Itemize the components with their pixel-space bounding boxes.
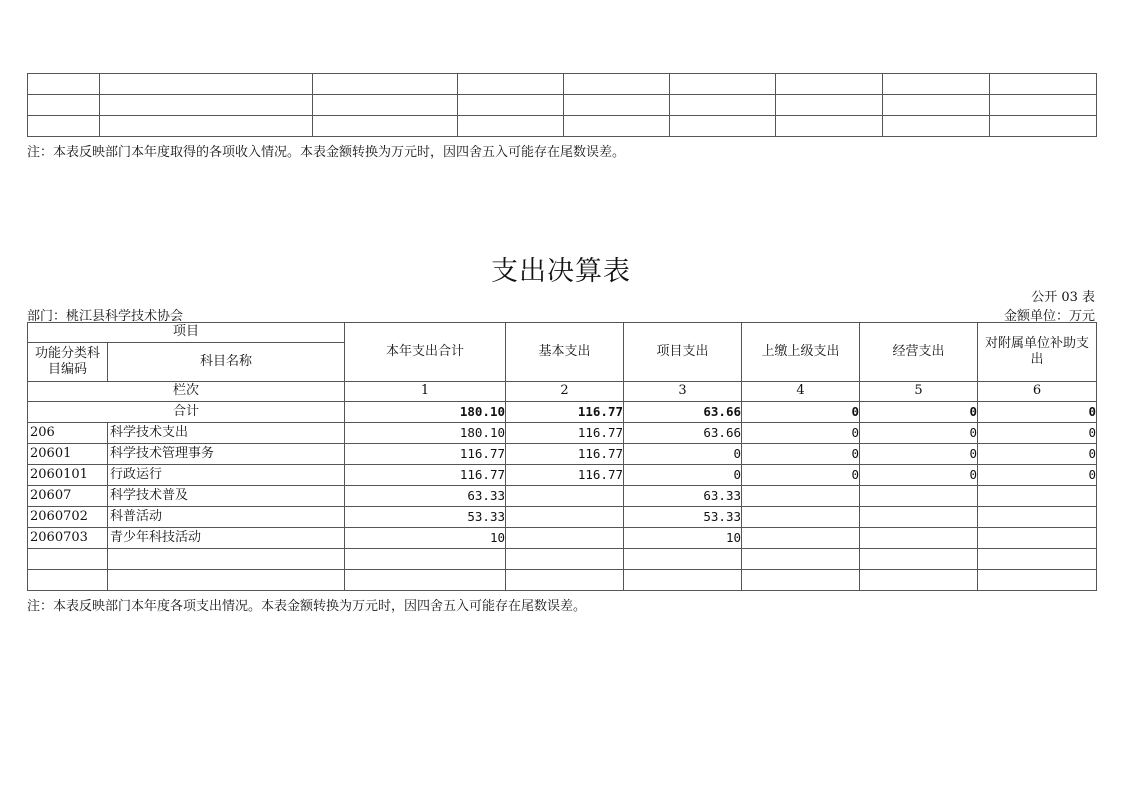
table-row [28, 423, 1097, 444]
previous-table-cell [100, 95, 313, 116]
subject-code: 20607 [28, 486, 108, 507]
header-basic: 基本支出 [506, 323, 624, 382]
total-value: 0 [978, 402, 1097, 423]
amount-cell [978, 570, 1097, 591]
previous-table-cell [313, 116, 458, 137]
amount-cell [860, 549, 978, 570]
amount-cell: 0 [742, 465, 860, 486]
subject-name [108, 570, 345, 591]
amount-cell [506, 549, 624, 570]
table-note: 注：本表反映部门本年度各项支出情况。本表金额转换为万元时，因四舍五入可能存在尾数误差。 [27, 599, 587, 614]
expenditure-table [27, 322, 1097, 591]
previous-table-cell [883, 95, 990, 116]
header-subsidy: 对附属单位补助支出 [978, 323, 1097, 382]
amount-cell [978, 549, 1097, 570]
column-number: 5 [860, 382, 978, 402]
amount-cell [742, 507, 860, 528]
amount-cell: 53.33 [345, 507, 506, 528]
unit-label: 金额单位：万元 [1003, 309, 1095, 324]
amount-cell: 0 [624, 465, 742, 486]
previous-table-cell [670, 95, 776, 116]
previous-table-cell [990, 116, 1097, 137]
amount-cell [742, 570, 860, 591]
amount-cell: 0 [860, 444, 978, 465]
amount-cell: 0 [860, 423, 978, 444]
previous-table-row [28, 74, 1097, 95]
amount-cell: 63.33 [345, 486, 506, 507]
form-code: 公开 03 表 [1031, 290, 1095, 305]
total-value: 63.66 [624, 402, 742, 423]
amount-cell [506, 528, 624, 549]
previous-table-cell [28, 95, 100, 116]
subject-name: 科普活动 [108, 507, 345, 528]
amount-cell [624, 570, 742, 591]
column-number: 2 [506, 382, 624, 402]
subject-name: 科学技术管理事务 [108, 444, 345, 465]
column-number: 3 [624, 382, 742, 402]
previous-table-row [28, 95, 1097, 116]
amount-cell: 116.77 [345, 465, 506, 486]
amount-cell [345, 570, 506, 591]
amount-cell: 10 [624, 528, 742, 549]
previous-table-cell [990, 95, 1097, 116]
previous-table-cell [458, 116, 564, 137]
amount-cell: 53.33 [624, 507, 742, 528]
previous-table-cell [564, 116, 670, 137]
amount-cell [860, 507, 978, 528]
table-row [28, 528, 1097, 549]
subject-name: 青少年科技活动 [108, 528, 345, 549]
previous-table-cell [564, 74, 670, 95]
amount-cell: 116.77 [345, 444, 506, 465]
previous-table-cell [458, 95, 564, 116]
table-row [28, 444, 1097, 465]
amount-cell [978, 507, 1097, 528]
table-row [28, 507, 1097, 528]
amount-cell: 0 [624, 444, 742, 465]
amount-cell: 0 [978, 423, 1097, 444]
amount-cell [506, 507, 624, 528]
subject-code: 2060702 [28, 507, 108, 528]
header-item-group: 项目 [28, 323, 345, 343]
amount-cell [742, 549, 860, 570]
total-label: 合计 [28, 402, 345, 423]
total-value: 116.77 [506, 402, 624, 423]
subject-code [28, 549, 108, 570]
amount-cell: 116.77 [506, 465, 624, 486]
total-value: 0 [860, 402, 978, 423]
amount-cell: 180.10 [345, 423, 506, 444]
subject-code [28, 570, 108, 591]
amount-cell [506, 570, 624, 591]
previous-table-cell [883, 74, 990, 95]
total-value: 180.10 [345, 402, 506, 423]
column-number-label: 栏次 [28, 382, 345, 402]
header-row [28, 323, 1097, 343]
previous-table-cell [564, 95, 670, 116]
amount-cell [742, 528, 860, 549]
previous-table-cell [313, 95, 458, 116]
amount-cell: 63.66 [624, 423, 742, 444]
amount-cell [860, 486, 978, 507]
previous-table-cell [990, 74, 1097, 95]
table-row [28, 486, 1097, 507]
header-total: 本年支出合计 [345, 323, 506, 382]
table-row [28, 465, 1097, 486]
amount-cell [742, 486, 860, 507]
department-label: 部门：桃江县科学技术协会 [27, 309, 184, 324]
previous-table-cell [883, 116, 990, 137]
amount-cell: 0 [860, 465, 978, 486]
subject-name: 行政运行 [108, 465, 345, 486]
amount-cell [624, 549, 742, 570]
amount-cell: 63.33 [624, 486, 742, 507]
previous-table-cell [28, 74, 100, 95]
amount-cell: 0 [978, 465, 1097, 486]
amount-cell [978, 528, 1097, 549]
subject-name: 科学技术普及 [108, 486, 345, 507]
previous-table [27, 73, 1097, 137]
previous-table-cell [458, 74, 564, 95]
page-title: 支出决算表 [491, 256, 631, 287]
previous-table-row [28, 116, 1097, 137]
subject-code: 2060101 [28, 465, 108, 486]
subject-code: 20601 [28, 444, 108, 465]
column-number: 4 [742, 382, 860, 402]
previous-table-cell [28, 116, 100, 137]
amount-cell [978, 486, 1097, 507]
table-row [28, 549, 1097, 570]
amount-cell: 116.77 [506, 444, 624, 465]
previous-table-cell [100, 116, 313, 137]
subject-name [108, 549, 345, 570]
header-upper: 上缴上级支出 [742, 323, 860, 382]
amount-cell [860, 570, 978, 591]
amount-cell: 10 [345, 528, 506, 549]
header-name: 科目名称 [108, 343, 345, 382]
column-number-row [28, 382, 1097, 402]
header-project: 项目支出 [624, 323, 742, 382]
previous-table-cell [670, 74, 776, 95]
column-number: 1 [345, 382, 506, 402]
amount-cell: 116.77 [506, 423, 624, 444]
table-row [28, 570, 1097, 591]
previous-table-cell [776, 116, 883, 137]
amount-cell: 0 [978, 444, 1097, 465]
previous-table-cell [776, 74, 883, 95]
total-value: 0 [742, 402, 860, 423]
total-row [28, 402, 1097, 423]
subject-code: 206 [28, 423, 108, 444]
subject-code: 2060703 [28, 528, 108, 549]
previous-table-cell [670, 116, 776, 137]
previous-table-note: 注：本表反映部门本年度取得的各项收入情况。本表金额转换为万元时，因四舍五入可能存在尾数误差。 [27, 145, 626, 160]
amount-cell: 0 [742, 444, 860, 465]
amount-cell: 0 [742, 423, 860, 444]
previous-table-cell [100, 74, 313, 95]
amount-cell [345, 549, 506, 570]
previous-table-cell [313, 74, 458, 95]
header-code: 功能分类科目编码 [28, 343, 108, 382]
amount-cell [506, 486, 624, 507]
previous-table-cell [776, 95, 883, 116]
subject-name: 科学技术支出 [108, 423, 345, 444]
column-number: 6 [978, 382, 1097, 402]
amount-cell [860, 528, 978, 549]
header-business: 经营支出 [860, 323, 978, 382]
